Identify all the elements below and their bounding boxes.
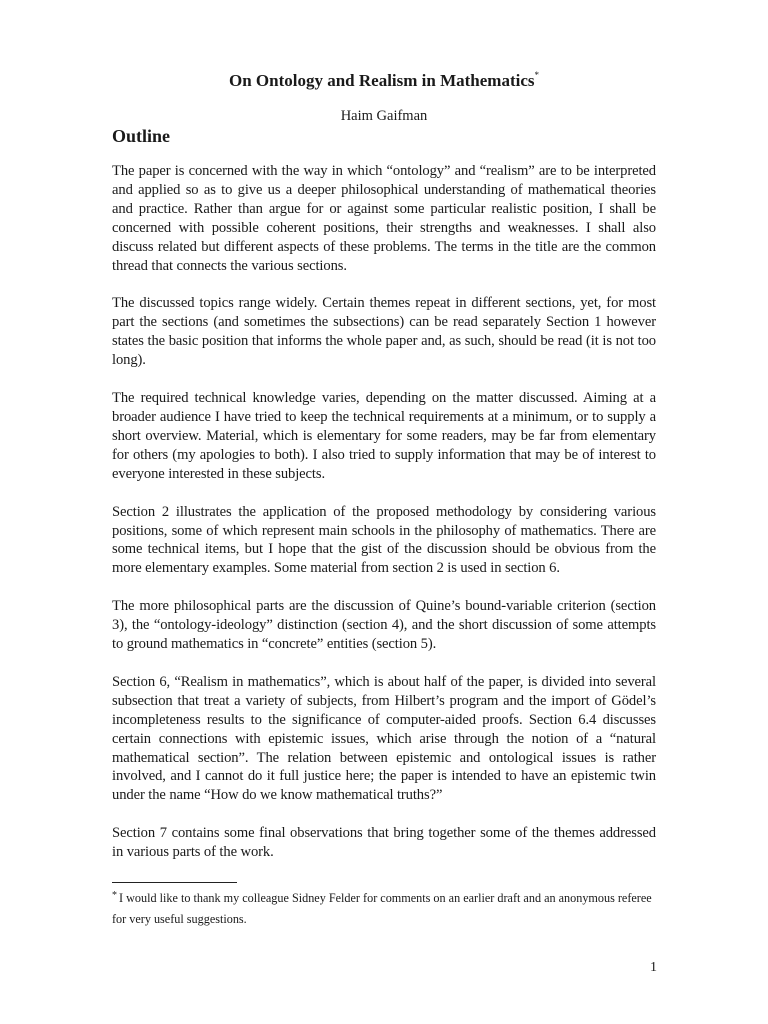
paragraph-5: The more philosophical parts are the discussion of Quine’s bound-variable criterion (section 3), the “ontology-ideology” distinction (section 4), and the short discussion of some attempts to ground mathematics in “concrete” entities (section 5). [112,598,656,653]
paragraph-4: Section 2 illustrates the application of the proposed methodology by considering various positions, some of which represent main schools in the philosophy of mathematics. There are some technical items, but I hope that the gist of the discussion should be obvious from the more elementary examples. Some material from section 2 is used in section 6. [112,503,656,577]
footnote-marker: * [112,890,117,901]
body-text [112,162,656,881]
page-number: 1 [650,960,657,975]
paragraph-2: The discussed topics range widely. Certain themes repeat in different sections, yet, for most part the sections (and sometimes the subsections) can be read separately Section 1 however states the basic position that informs the whole paper and, as such, should be read (it is not too long). [112,295,656,369]
paragraph-3: The required technical knowledge varies, depending on the matter discussed. Aiming at a broader audience I have tried to keep the technical requirements at a minimum, or to supply a short overview. Material, which is elementary for some readers, may be far from elementary for others (my apologies to both). I also tried to supply information that may be of interest to everyone interested in these subjects. [112,390,656,482]
footnote-divider [112,882,237,883]
author-name: Haim Gaifman [340,108,428,124]
paper-title-text: On Ontology and Realism in Mathematics [228,71,535,90]
footnote [112,885,652,930]
title-footnote-marker: * [534,70,540,80]
paragraph-7: Section 7 contains some final observations that bring together some of the themes addressed in various parts of the work. [112,825,656,861]
paper-title [0,70,768,91]
paragraph-6: Section 6, “Realism in mathematics”, which is about half of the paper, is divided into several subsection that treat a variety of subjects, from Hilbert’s program and the import of Gödel’s incompleteness results to the significance of computer-aided proofs. Section 6.4 discusses certain connections with epistemic issues, which arise through the notion of a “natural mathematical section”. The relation between epistemic and ontological issues is rather involved, and I cannot do it full justice here; the paper is intended to have an epistemic twin under the name “How do we know mathematical truths?” [112,673,656,804]
paragraph-1: The paper is concerned with the way in which “ontology” and “realism” are to be interpreted and applied so as to give us a deeper philosophical understanding of mathematical theories and practice. Rather than argue for or against some particular realistic position, I shall be concerned with possible coherent positions, their strengths and weaknesses. I shall also discuss related but different aspects of these problems. The terms in the title are the common thread that connects the various sections. [112,163,656,274]
footnote-text: I would like to thank my colleague Sidney Felder for comments on an earlier draft and an anonymous referee for very useful suggestions. [112,891,652,926]
section-heading: Outline [112,126,171,146]
